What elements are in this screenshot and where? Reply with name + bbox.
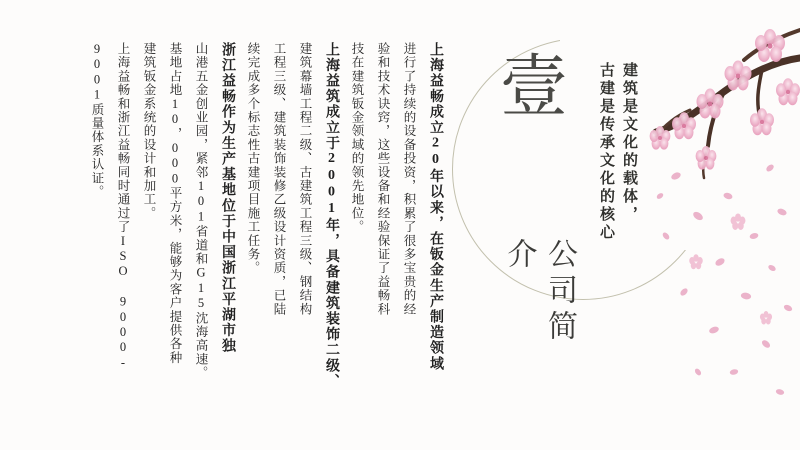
body-text-column: 9001质量体系认证。 (90, 42, 104, 199)
page-title: 公司简介 (502, 238, 576, 346)
body-text-column: 浙江益畅作为生产基地位于中国浙江平湖市独 (220, 42, 235, 354)
body-text-column: 建筑钣金系统的设计和加工。 (142, 42, 156, 221)
body-text-column: 建筑幕墙工程二级、古建筑工程三级、钢结构 (298, 42, 312, 316)
body-text-column: 验和技术诀窍，这些设备和经验保证了益畅科 (376, 42, 390, 316)
body-copy (78, 42, 448, 410)
body-text-column: 上海益筑成立于2001年，具备建筑装饰二级、 (324, 42, 339, 390)
body-text-column: 进行了持续的设备投资，积累了很多宝贵的经 (402, 42, 416, 316)
section-numeral: 壹 (499, 49, 570, 125)
tagline (596, 62, 640, 362)
body-text-column: 山港五金创业园，紧邻101省道和G15沈海高速。 (194, 42, 208, 380)
body-text-column: 技在建筑钣金领域的领先地位。 (350, 42, 364, 234)
body-text-column: 续完成多个标志性古建项目施工任务。 (246, 42, 260, 275)
circle-mask-right (648, 60, 768, 250)
tagline-main: 建筑是文化的载体， (621, 62, 637, 224)
body-text-column: 上海益畅成立20年以来，在钣金生产制造领域 (428, 42, 443, 372)
body-text-column: 上海益畅和浙江益畅同时通过了ISO 9000- (116, 42, 130, 371)
body-text-column: 工程三级、建筑装饰装修乙级设计资质，已陆 (272, 42, 286, 316)
body-text-column: 基地占地10，000平方米，能够为客户提供各种 (168, 42, 182, 365)
tagline-sub: 古建是传承文化的核心 (598, 62, 614, 242)
